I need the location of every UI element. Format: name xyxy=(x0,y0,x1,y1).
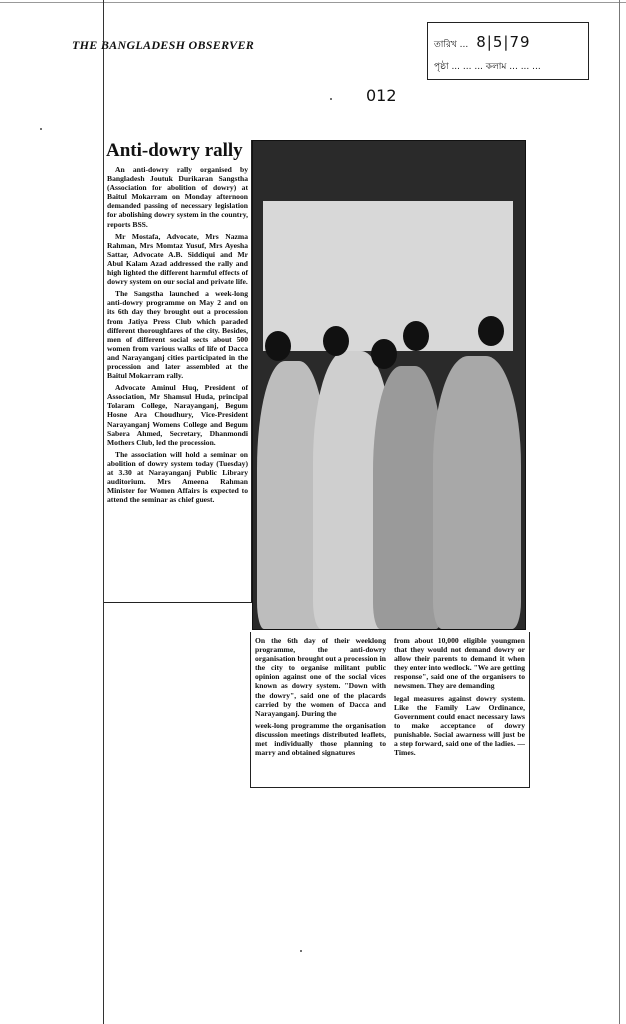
article-paragraph: An anti-dowry rally organised by Bangladesh Joutuk Durikaran Sangstha (Association for abolition of dowry) at Baitul Mokarram on Monday afternoon demanded passing of necessary legislation for abolishing dowry system in the country, reports BSS. xyxy=(107,165,248,229)
stamp-date-value: 8|5|79 xyxy=(476,33,531,51)
page-edge xyxy=(619,0,620,1024)
caption-paragraph: from about 10,000 eligible youngmen that they would not demand dowry or allow their parents to demand it when they enter into wedlock. "We are getting response", said one of the organisers to newsmen. They are demanding xyxy=(394,636,525,691)
article-headline: Anti-dowry rally xyxy=(106,140,243,161)
article-body xyxy=(104,165,251,504)
scan-speck xyxy=(40,128,42,130)
caption-column-1 xyxy=(251,632,390,787)
article-clipping xyxy=(104,140,252,603)
scan-edge xyxy=(0,2,626,3)
marcher-head xyxy=(265,331,291,361)
article-paragraph: Advocate Aminul Huq, President of Association, Mr Shamsul Huda, principal Tolaram College, Narayanganj, Begum Hosne Ara Choudhury, Vice-President Narayanganj Womens College and Begum Sabera Ahmed, Secretary, Dhanmondi Mothers Club, led the procession. xyxy=(107,383,248,447)
article-paragraph: The association will hold a seminar on abolition of dowry system today (Tuesday) at 3.30 at Narayanganj Public Library auditorium. Mrs Ameena Rahman Minister for Women Affairs is expected to attend the seminar as chief guest. xyxy=(107,449,248,505)
page-number: 012 xyxy=(366,86,397,105)
marcher-head xyxy=(323,326,349,356)
article-paragraph: Mr Mostafa, Advocate, Mrs Nazma Rahman, Mrs Momtaz Yusuf, Mrs Ayesha Sattar, Advocate A.B. Siddiqui and Mr Abul Kalam Azad addressed the rally and high lighted the different harmful effects of dowry system on our social and private life. xyxy=(107,231,248,287)
photo-caption xyxy=(250,632,530,788)
stamp-date-label: তারিখ ... xyxy=(434,40,469,50)
rally-photo xyxy=(252,140,526,630)
caption-paragraph: week-long programme the organisation discussion meetings distributed leaflets, met individually those planning to marry and obtained signatures xyxy=(255,720,386,758)
caption-paragraph: legal measures against dowry system. Like the Family Law Ordinance, Government could enact necessary laws to make acceptance of dowry punishable. Social awarness will just be a step forward, said one of the ladies. — Times. xyxy=(394,693,525,758)
scan-speck xyxy=(300,950,302,952)
caption-column-2 xyxy=(390,632,529,787)
marcher-figure xyxy=(433,356,521,629)
marcher-head xyxy=(478,316,504,346)
marcher-head xyxy=(403,321,429,351)
scan-speck xyxy=(330,98,332,100)
marcher-head xyxy=(371,339,397,369)
article-paragraph: The Sangstha launched a week-long anti-dowry programme on May 2 and on its 6th day they brought out a procession from Jatiya Press Club which paraded different thoroughfares of the city. Besides, men of different social sects about 500 women from various walks of life of Dacca and Narayanganj cities participated in the procession and later assembled at the Baitul Mokarram rally. xyxy=(107,289,248,381)
newspaper-masthead: THE BANGLADESH OBSERVER xyxy=(72,38,255,52)
placard xyxy=(263,201,513,351)
stamp-page-label: পৃষ্ঠা ... ... ... কলাম ... ... ... xyxy=(434,62,541,72)
date-stamp xyxy=(427,22,589,80)
caption-paragraph: On the 6th day of their weeklong programme, the anti-dowry organisation brought out a procession in the city to organise militant public opinion against one of the social vices known as dowry system. "Down with the dowry", said one of the placards carried by the women of Dacca and Narayanganj. During the xyxy=(255,636,386,718)
